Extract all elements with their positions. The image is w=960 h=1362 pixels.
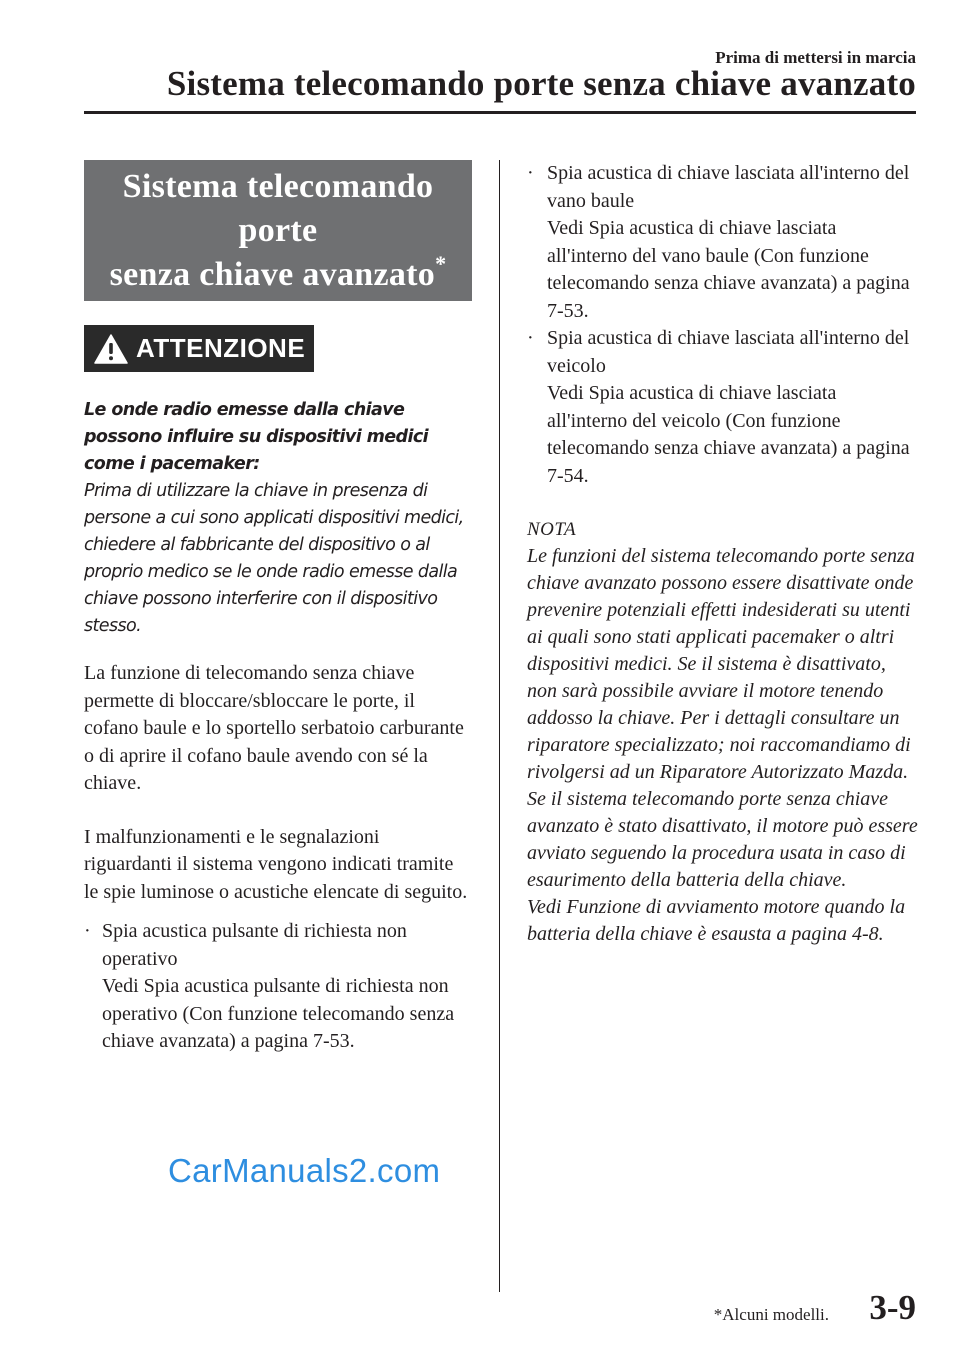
warning-text (84, 397, 472, 640)
bullet-title: · Spia acustica di chiave lasciata all'interno del veicolo (547, 327, 910, 377)
warning-lead: Le onde radio emesse dalla chiave possono influire su dispositivi medici come i pacemaker: (84, 400, 429, 474)
bullet-list-left (84, 918, 472, 1056)
warning-banner (84, 325, 314, 372)
bullet-reference: Vedi Spia acustica pulsante di richiesta non operativo (Con funzione telecomando senza chiave avanzata) a pagina 7-53. (102, 975, 455, 1052)
asterisk-mark: * (435, 251, 447, 276)
right-column (527, 160, 919, 948)
column-divider (499, 160, 500, 1292)
indicators-paragraph: I malfunzionamenti e le segnalazioni riguardanti il sistema vengono indicati tramite le spie luminose o acustiche elencate di seguito. (84, 825, 468, 903)
note-reference: Vedi Funzione di avviamento motore quando la batteria della chiave è esausta a pagina 4-8. (527, 896, 906, 945)
list-item (527, 325, 919, 490)
bullet-reference: Vedi Spia acustica di chiave lasciata all'interno del vano baule (Con funzione telecomando senza chiave avanzata) a pagina 7-53. (547, 217, 910, 322)
bullet-title: · Spia acustica di chiave lasciata all'interno del vano baule (547, 162, 910, 212)
note-label: NOTA (527, 519, 577, 540)
page-number: 3-9 (869, 1288, 916, 1327)
note-text: Le funzioni del sistema telecomando porte senza chiave avanzato possono essere disattivate onde prevenire potenziali effetti indesiderati su utenti ai quali sono stati applicati pacemaker o altri dispositivi medici. Se il sistema è disattivato, non sarà possibile avviare il motore tenendo addosso la chiave. Per i dettagli consultare un riparatore specializzato; noi raccomandiamo di rivolgersi ad un Riparatore Autorizzato Mazda. Se il sistema telecomando porte senza chiave avanzato è stato disattivato, il motore può essere avviato seguendo la procedura usata in caso di esaurimento della batteria della chiave. (527, 545, 918, 891)
running-head: Prima di mettersi in marcia (715, 48, 916, 67)
page-header-title: Sistema telecomando porte senza chiave avanzato (166, 64, 916, 103)
left-column (84, 160, 472, 1056)
section-title (84, 160, 472, 301)
warning-triangle-icon (94, 334, 128, 364)
bullet-list-right (527, 160, 919, 490)
list-item (84, 918, 472, 1056)
section-title-line1: Sistema telecomando porte (122, 168, 434, 249)
warning-body: Prima di utilizzare la chiave in presenza di persone a cui sono applicati dispositivi medici, chiedere al fabbricante del dispositivo o al proprio medico se le onde radio emesse dalla chiave possono interferire con il dispositivo stesso. (84, 481, 464, 636)
bullet-reference: Vedi Spia acustica di chiave lasciata all'interno del veicolo (Con funzione telecomando senza chiave avanzata) a pagina 7-54. (547, 382, 910, 487)
watermark: CarManuals2.com (168, 1152, 441, 1189)
header-rule (84, 111, 916, 114)
bullet-title: · Spia acustica pulsante di richiesta non operativo (102, 920, 407, 970)
intro-paragraph: La funzione di telecomando senza chiave permette di bloccare/sbloccare le porte, il cofano baule e lo sportello serbatoio carburante o di aprire il cofano baule avendo con sé la chiave. (84, 662, 464, 794)
footnote: *Alcuni modelli. (713, 1305, 829, 1324)
list-item (527, 160, 919, 325)
warning-label: ATTENZIONE (136, 333, 306, 363)
section-title-line2: senza chiave avanzato (109, 256, 436, 293)
